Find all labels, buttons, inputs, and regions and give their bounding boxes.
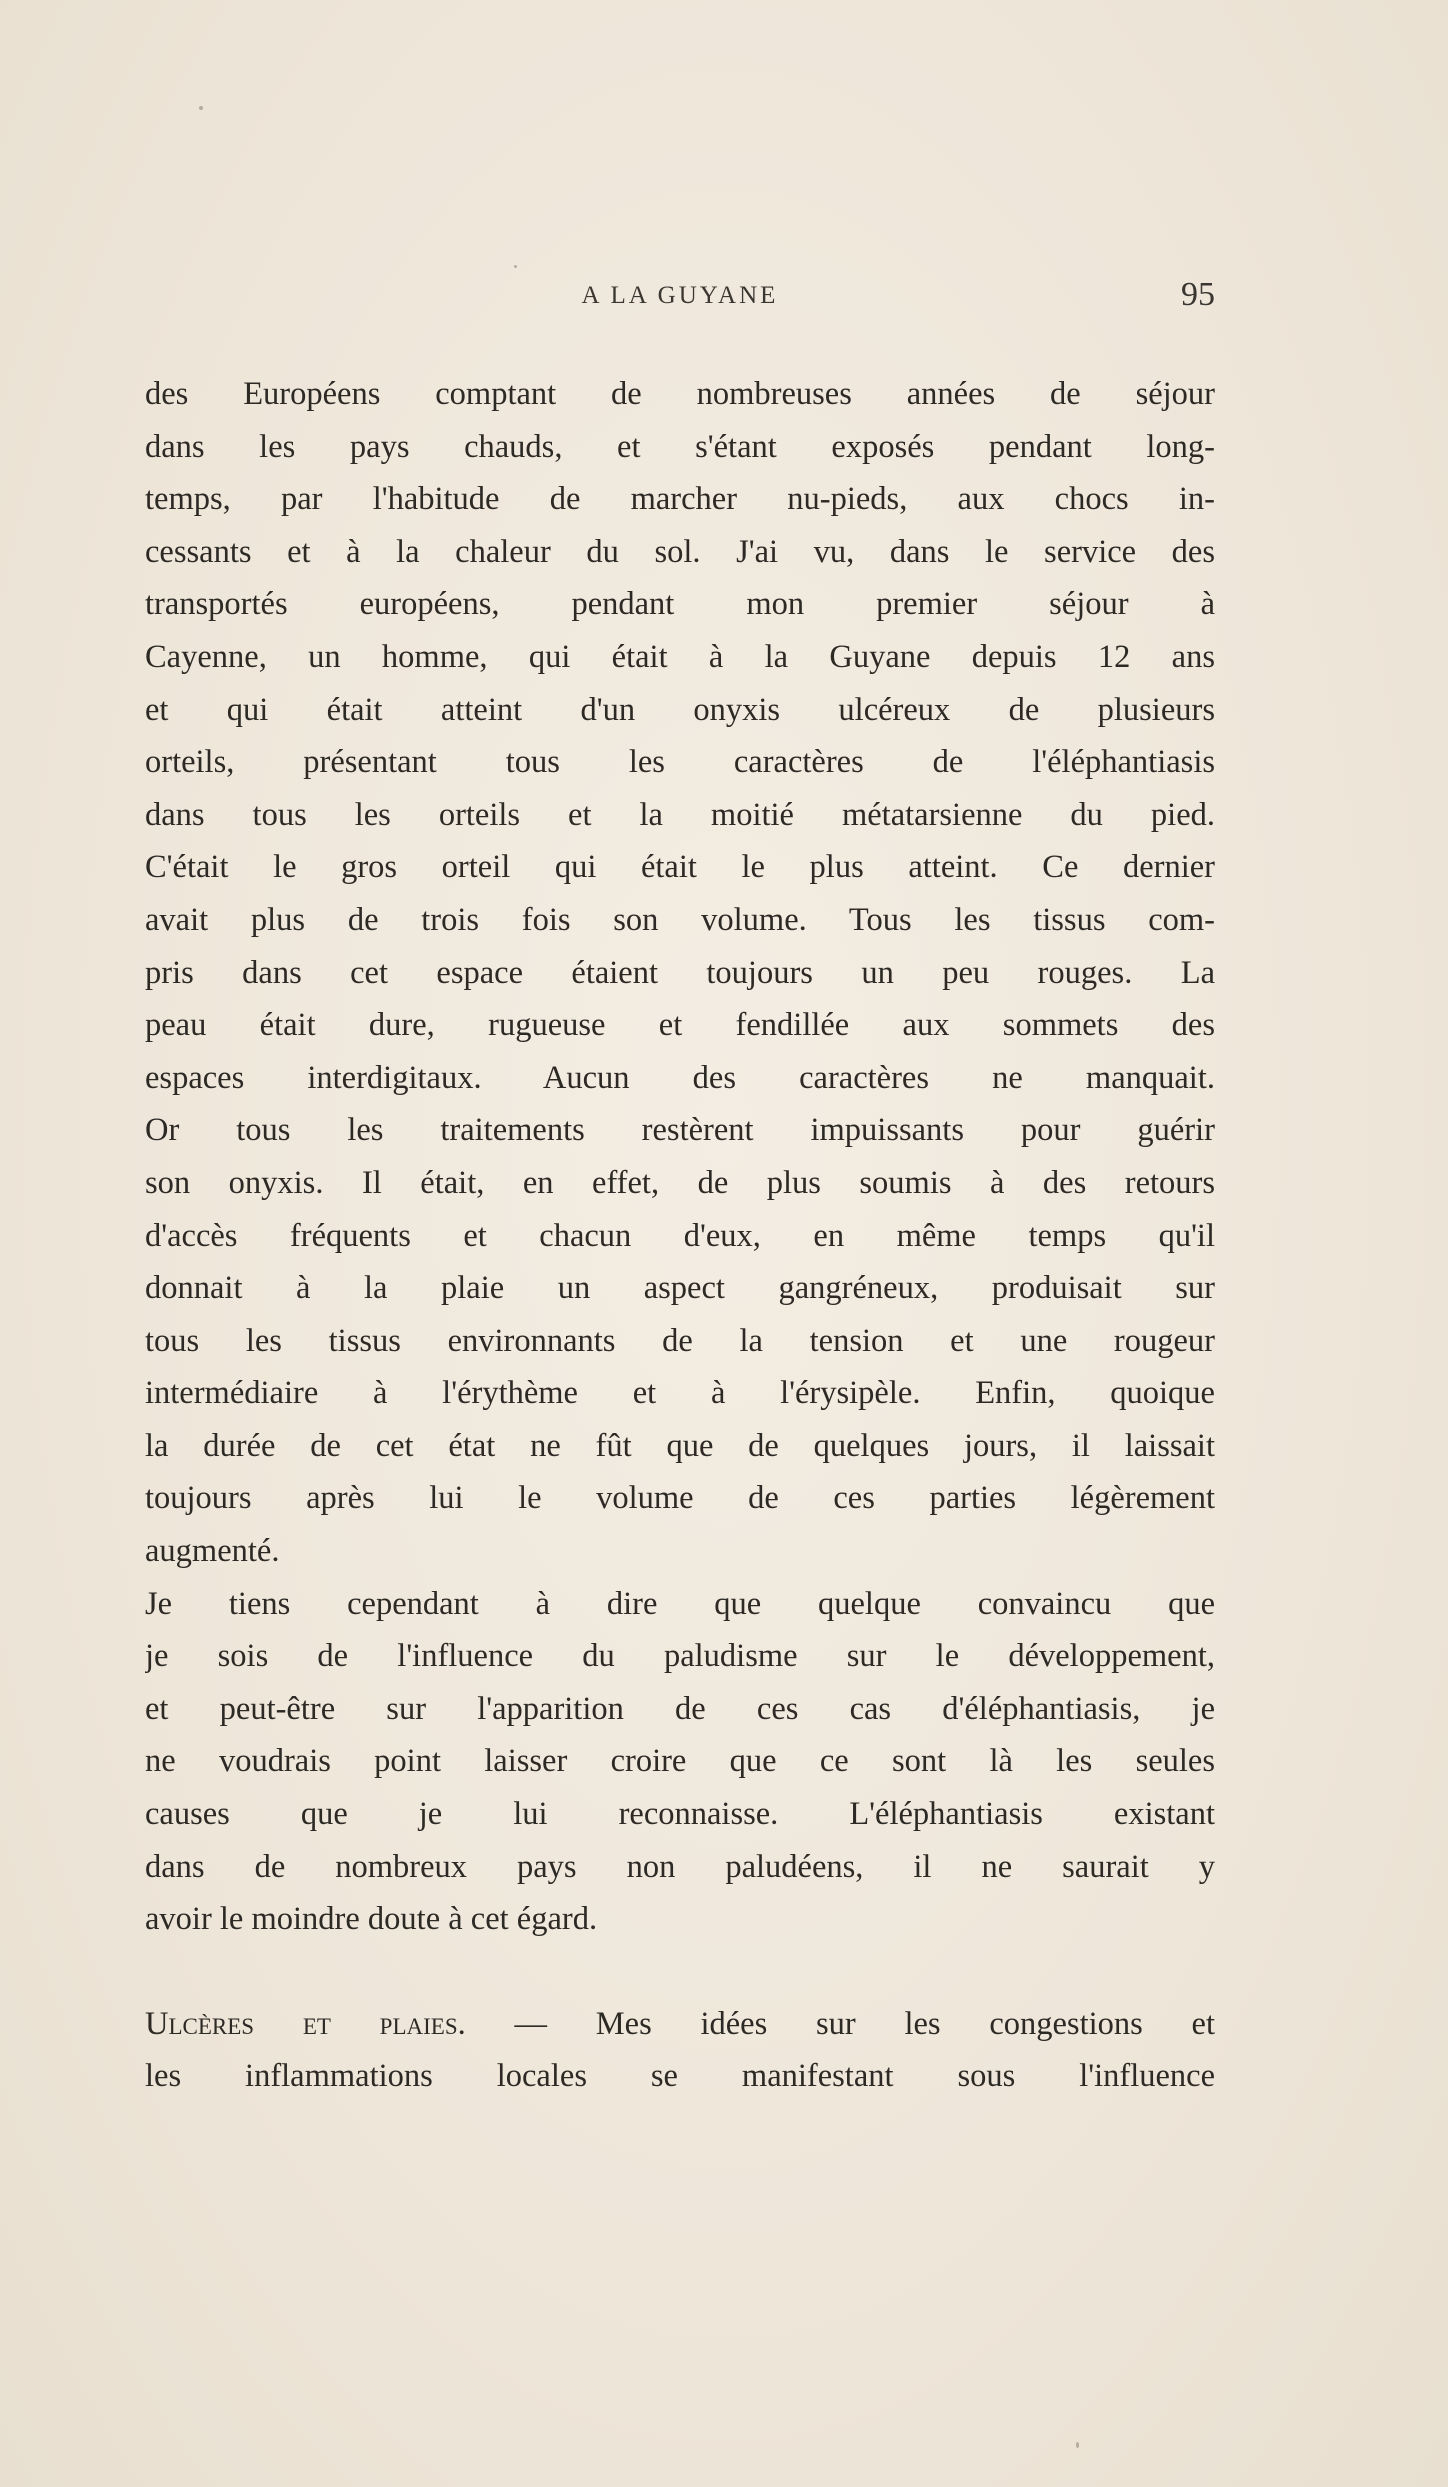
text-line: dans tous les orteils et la moitié métatarsienne du pied. [145,796,1215,833]
text-line: son onyxis. Il était, en effet, de plus soumis à des retours [145,1164,1215,1201]
page-header [145,276,1215,322]
text-line: peau était dure, rugueuse et fendillée aux sommets des [145,1007,1215,1044]
text-line: transportés européens, pendant mon premier séjour à [145,586,1215,623]
text-line: augmenté. [145,1533,280,1570]
text-line: Cayenne, un homme, qui était à la Guyane depuis 12 ans [145,638,1215,675]
text-line: C'était le gros orteil qui était le plus atteint. Ce dernier [145,849,1215,886]
text-line: intermédiaire à l'érythème et à l'érysipèle. Enfin, quoique [145,1375,1215,1412]
text-line: des Européens comptant de nombreuses années de séjour [145,376,1215,412]
text-line: pris dans cet espace étaient toujours un peu rouges. La [145,954,1215,991]
text-line: je sois de l'influence du paludisme sur le développement, [145,1638,1215,1675]
text-line: espaces interdigitaux. Aucun des caractères ne manquait. [145,1059,1215,1096]
paper-speck [514,265,517,268]
paper-speck [199,106,203,110]
text-line: d'accès fréquents et chacun d'eux, en même temps qu'il [145,1217,1215,1254]
text-line: Or tous les traitements restèrent impuissants pour guérir [145,1112,1215,1149]
text-line: tous les tissus environnants de la tension et une rougeur [145,1322,1215,1359]
text-line: ne voudrais point laisser croire que ce sont là les seules [145,1743,1215,1780]
text-line [145,1998,1215,2051]
text-line: toujours après lui le volume de ces parties légèrement [145,1480,1215,1517]
paragraph-1 [145,368,1215,1578]
section-heading: Ulcères et plaies. [145,2005,466,2042]
text-line: Je tiens cependant à dire que quelque convaincu que [145,1585,1215,1622]
page-number: 95 [1181,276,1215,313]
text-line: et qui était atteint d'un onyxis ulcéreux de plusieurs [145,691,1215,728]
text-line: dans les pays chauds, et s'étant exposés pendant long- [145,428,1215,465]
text-line: avait plus de trois fois son volume. Tous les tissus com- [145,901,1215,938]
section-spacer [145,1946,1215,1998]
body-text [145,368,1215,2103]
section-heading-continuation: — Mes idées sur les congestions et [465,2005,1215,2042]
text-line: avoir le moindre doute à cet égard. [145,1901,598,1938]
text-line: temps, par l'habitude de marcher nu-pieds, aux chocs in- [145,481,1215,518]
text-line: causes que je lui reconnaisse. L'éléphantiasis existant [145,1796,1215,1833]
text-line: les inflammations locales se manifestant sous l'influence [145,2058,1215,2095]
text-line: donnait à la plaie un aspect gangréneux, produisait sur [145,1270,1215,1307]
text-line: et peut-être sur l'apparition de ces cas d'éléphantiasis, je [145,1690,1215,1727]
section-paragraph [145,1998,1215,2103]
text-line: la durée de cet état ne fût que de quelques jours, il laissait [145,1427,1215,1464]
paper-speck [1076,2442,1079,2448]
text-line: orteils, présentant tous les caractères de l'éléphantiasis [145,744,1215,781]
running-title: A LA GUYANE [581,282,779,309]
paragraph-2 [145,1578,1215,1946]
text-line: cessants et à la chaleur du sol. J'ai vu, dans le service des [145,533,1215,570]
text-line: dans de nombreux pays non paludéens, il ne saurait y [145,1848,1215,1885]
